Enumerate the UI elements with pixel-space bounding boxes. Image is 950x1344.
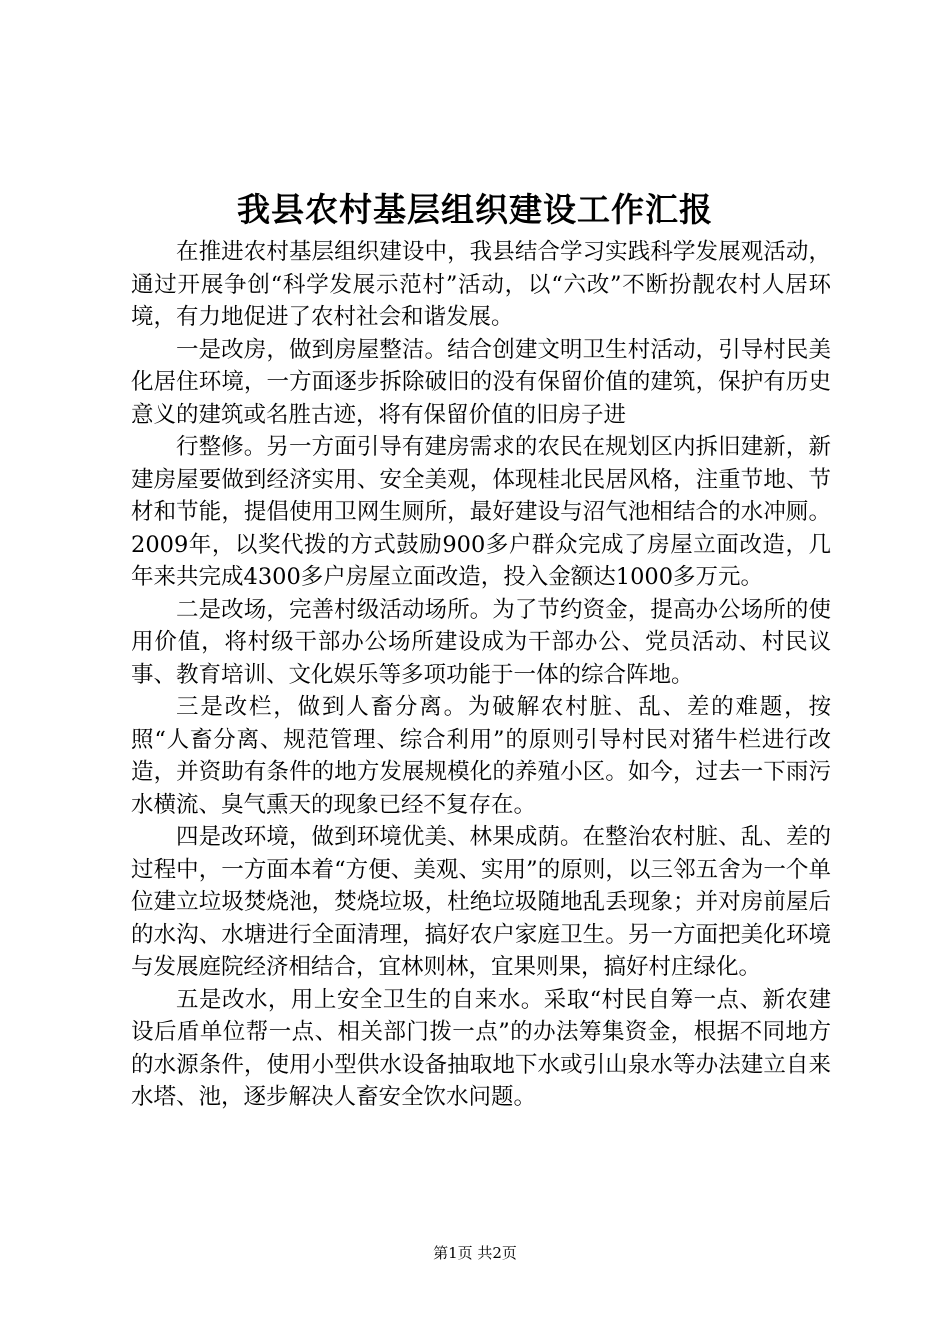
- paragraph-housing-continued: 行整修。另一方面引导有建房需求的农民在规划区内拆旧建新，新建房屋要做到经济实用、安全美观，体现桂北民居风格，注重节地、节材和节能，提倡使用卫网生厕所，最好建设与沼气池相结合的水冲厕。2009年，以奖代拨的方式鼓励900多户群众完成了房屋立面改造，几年来共完成4300多户房屋立面改造，投入金额达1000多万元。: [131, 434, 831, 590]
- paragraph-housing: 一是改房，做到房屋整洁。结合创建文明卫生村活动，引导村民美化居住环境，一方面逐步拆除破旧的没有保留价值的建筑，保护有历史意义的建筑或名胜古迹，将有保留价值的旧房子进: [131, 336, 831, 428]
- paragraph-venues: 二是改场，完善村级活动场所。为了节约资金，提高办公场所的使用价值，将村级干部办公场所建设成为干部办公、党员活动、村民议事、教育培训、文化娱乐等多项功能于一体的综合阵地。: [131, 596, 831, 688]
- document-title: 我县农村基层组织建设工作汇报: [237, 190, 713, 229]
- paragraph-intro: 在推进农村基层组织建设中，我县结合学习实践科学发展观活动，通过开展争创“科学发展示范村”活动，以“六改”不断扮靓农村人居环境，有力地促进了农村社会和谐发展。: [131, 239, 831, 330]
- document-body: [131, 236, 831, 1114]
- paragraph-livestock-pens: 三是改栏，做到人畜分离。为破解农村脏、乱、差的难题，按照“人畜分离、规范管理、综合利用”的原则引导村民对猪牛栏进行改造，并资助有条件的地方发展规模化的养殖小区。如今，过去一下雨污水横流、臭气熏天的现象已经不复存在。: [131, 694, 831, 818]
- paragraph-water: 五是改水，用上安全卫生的自来水。采取“村民自筹一点、新农建设后盾单位帮一点、相关部门拨一点”的办法筹集资金，根据不同地方的水源条件，使用小型供水设备抽取地下水或引山泉水等办法建立自来水塔、池，逐步解决人畜安全饮水问题。: [131, 986, 831, 1110]
- paragraph-environment: 四是改环境，做到环境优美、林果成荫。在整治农村脏、乱、差的过程中，一方面本着“方便、美观、实用”的原则，以三邻五舍为一个单位建立垃圾焚烧池，焚烧垃圾，杜绝垃圾随地乱丢现象；并对房前屋后的水沟、水塘进行全面清理，搞好农户家庭卫生。另一方面把美化环境与发展庭院经济相结合，宜林则林，宜果则果，搞好村庄绿化。: [131, 824, 831, 980]
- page-footer: 第1页 共2页: [433, 1244, 517, 1262]
